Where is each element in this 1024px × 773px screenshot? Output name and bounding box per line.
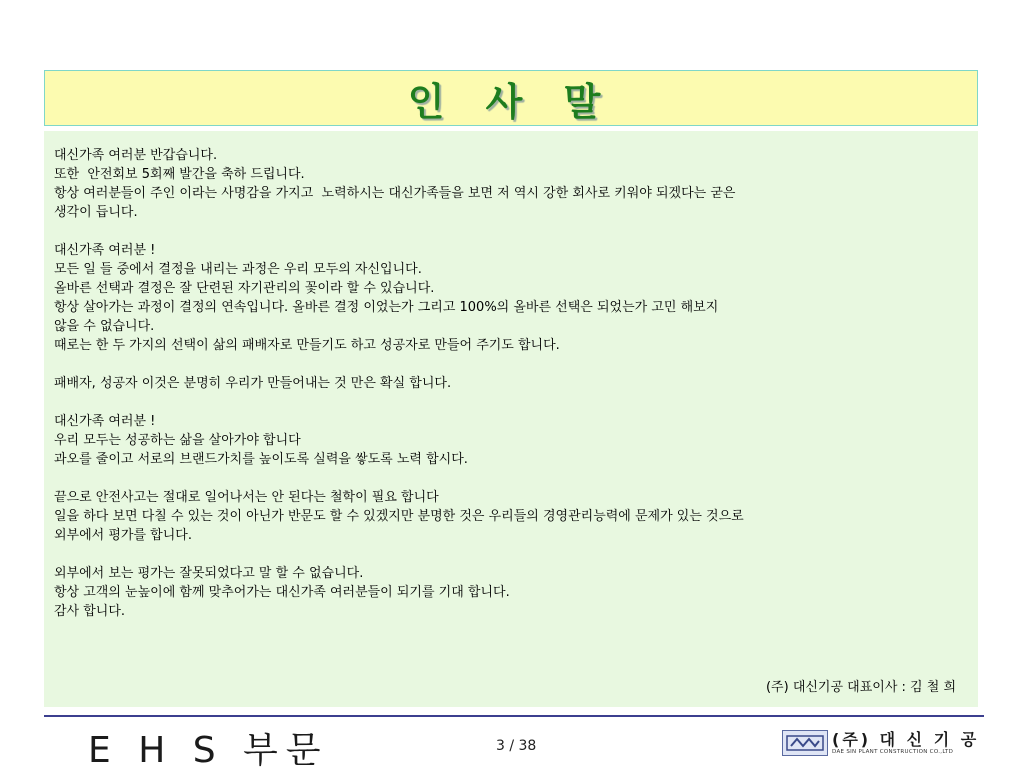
greeting-body bbox=[44, 131, 978, 707]
text-line: 대신가족 여러분 반갑습니다. bbox=[54, 148, 218, 163]
text-line: 생각이 듭니다. bbox=[54, 205, 138, 220]
company-logo bbox=[782, 728, 988, 758]
paragraph bbox=[54, 146, 966, 222]
company-subtitle: DAE SIN PLANT CONSTRUCTION CO.,LTD bbox=[832, 748, 954, 755]
text-line: 일을 하다 보면 다칠 수 있는 것이 아닌가 반문도 할 수 있겠지만 분명한 것은 우리들의 경영관리능력에 문제가 있는 것으로 bbox=[54, 509, 744, 524]
footer-divider bbox=[44, 715, 984, 717]
paragraph bbox=[54, 412, 966, 469]
paragraph bbox=[54, 564, 966, 621]
text-line: 패배자, 성공자 이것은 분명히 우리가 만들어내는 것 만은 확실 합니다. bbox=[54, 376, 452, 391]
company-name: (주) 대 신 기 공 bbox=[832, 729, 980, 749]
text-line: 대신가족 여러분 ! bbox=[54, 414, 156, 429]
paragraph bbox=[54, 488, 966, 545]
text-line: 외부에서 평가를 합니다. bbox=[54, 528, 192, 543]
text-line: 항상 여러분들이 주인 이라는 사명감을 가지고 노력하시는 대신가족들을 보면 저 역시 강한 회사로 키워야 되겠다는 굳은 bbox=[54, 186, 736, 201]
paragraph bbox=[54, 374, 966, 393]
text-line: 과오를 줄이고 서로의 브랜드가치를 높이도록 실력을 쌓도록 노력 합시다. bbox=[54, 452, 468, 467]
company-emblem-icon bbox=[782, 730, 828, 756]
company-wordmark bbox=[832, 731, 979, 756]
slide-title: 인 사 말 bbox=[407, 79, 615, 124]
text-line: 외부에서 보는 평가는 잘못되었다고 말 할 수 없습니다. bbox=[54, 566, 364, 581]
text-line: 또한 안전회보 5회째 발간을 축하 드립니다. bbox=[54, 167, 305, 182]
page-number: 3 / 38 bbox=[496, 738, 537, 754]
text-line: 항상 살아가는 과정이 결정의 연속입니다. 올바른 결정 이었는가 그리고 100%의 올바른 선택은 되었는가 고민 해보지 bbox=[54, 300, 719, 315]
title-banner bbox=[44, 70, 978, 126]
signature: (주) 대신기공 대표이사 : 김 철 희 bbox=[765, 680, 956, 695]
text-line: 감사 합니다. bbox=[54, 604, 126, 619]
paragraph bbox=[54, 241, 966, 355]
text-line: 올바른 선택과 결정은 잘 단련된 자기관리의 꽃이라 할 수 있습니다. bbox=[54, 281, 435, 296]
text-line: 우리 모두는 성공하는 삶을 살아가야 합니다 bbox=[54, 433, 301, 448]
text-line: 모든 일 들 중에서 결정을 내리는 과정은 우리 모두의 자신입니다. bbox=[54, 262, 422, 277]
text-line: 대신가족 여러분 ! bbox=[54, 243, 156, 258]
text-line: 않을 수 없습니다. bbox=[54, 319, 155, 334]
text-line: 끝으로 안전사고는 절대로 일어나서는 안 된다는 철학이 필요 합니다 bbox=[54, 490, 439, 505]
department-label: E H S 부문 bbox=[88, 730, 329, 771]
text-line: 항상 고객의 눈높이에 함께 맞추어가는 대신가족 여러분들이 되기를 기대 합니다. bbox=[54, 585, 510, 600]
text-line: 때로는 한 두 가지의 선택이 삶의 패배자로 만들기도 하고 성공자로 만들어 주기도 합니다. bbox=[54, 338, 560, 353]
